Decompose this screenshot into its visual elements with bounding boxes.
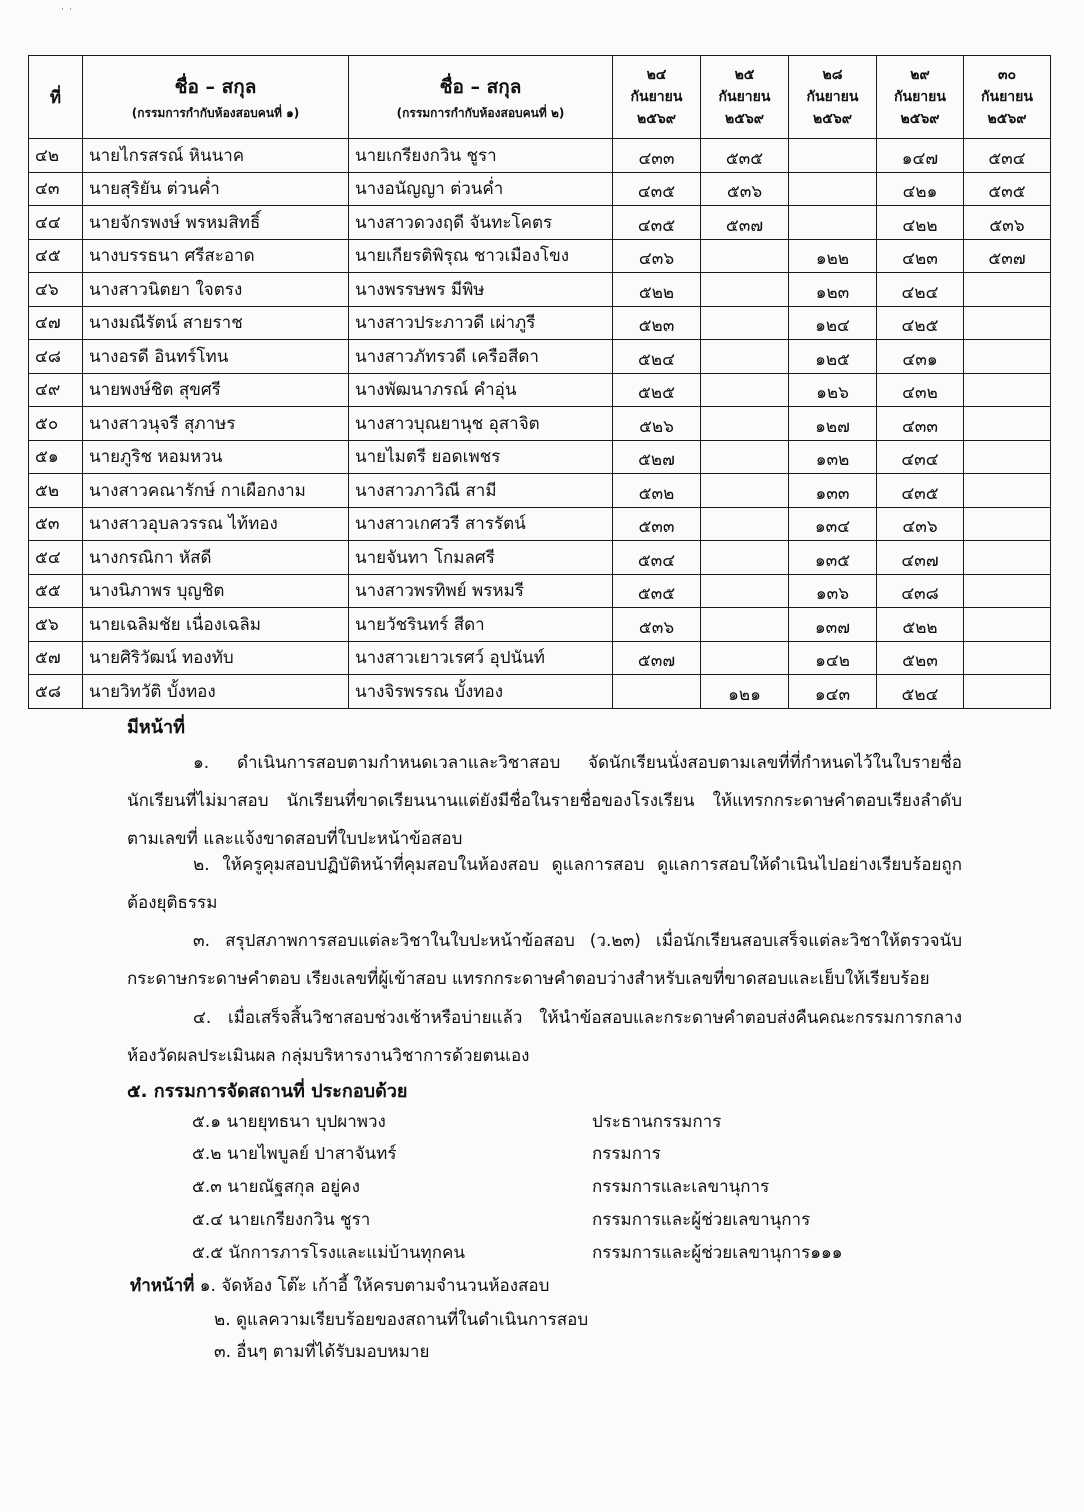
room-cell [964, 541, 1051, 575]
table-body [29, 139, 1051, 709]
proctor-1-name: นายเฉลิมชัย เนื่องเฉลิม [83, 608, 349, 642]
proctor-1-name: นางสาวนิตยา ใจตรง [83, 273, 349, 307]
table-row [29, 440, 1051, 474]
table-header-row [29, 56, 1051, 139]
member-name: ๕.๓ นายณัฐสกุล อยู่คง [192, 1177, 360, 1197]
proctor-1-name: นางบรรธนา ศรีสะอาด [83, 239, 349, 273]
room-cell [701, 407, 789, 441]
room-cell: ๑๓๕ [789, 541, 877, 575]
header-proctor-1-title: ชื่อ – สกุล [174, 75, 257, 98]
table-row [29, 541, 1051, 575]
header-proctor-2-title: ชื่อ – สกุล [439, 75, 522, 98]
member-role: ประธานกรรมการ [592, 1112, 722, 1132]
room-cell: ๕๒๒ [613, 273, 701, 307]
table-row [29, 139, 1051, 173]
table-row [29, 608, 1051, 642]
room-cell: ๑๓๔ [789, 507, 877, 541]
room-cell: ๕๓๔ [964, 139, 1051, 173]
room-cell: ๔๓๕ [613, 172, 701, 206]
header-date-2 [701, 56, 789, 139]
header-date-day: ๒๕ [734, 67, 755, 83]
room-cell [964, 306, 1051, 340]
room-cell: ๕๒๓ [613, 306, 701, 340]
header-date-day: ๒๔ [646, 67, 667, 83]
header-date-month: กันยายน [806, 89, 859, 105]
proctor-2-name: นางจิรพรรณ บั้งทอง [349, 675, 613, 709]
room-cell: ๕๓๖ [701, 172, 789, 206]
room-cell [701, 373, 789, 407]
room-cell: ๑๒๒ [789, 239, 877, 273]
room-cell: ๑๒๓ [789, 273, 877, 307]
header-date-day: ๓๐ [997, 67, 1017, 83]
room-cell: ๕๓๕ [701, 139, 789, 173]
row-number: ๔๘ [29, 340, 83, 374]
room-cell: ๕๒๒ [877, 608, 964, 642]
room-cell: ๕๒๕ [613, 373, 701, 407]
room-cell: ๔๓๒ [877, 373, 964, 407]
task-text: ๓. อื่นๆ ตามที่ได้รับมอบหมาย [214, 1342, 430, 1362]
room-cell [964, 641, 1051, 675]
proctor-2-name: นายเกรียงกวิน ชูรา [349, 139, 613, 173]
proctor-2-name: นางสาวดวงฤดี จันทะโคตร [349, 206, 613, 240]
room-cell: ๑๒๑ [701, 675, 789, 709]
duty-item-4 [127, 999, 962, 1075]
room-cell [701, 239, 789, 273]
proctor-1-name: นางนิภาพร บุญชิต [83, 574, 349, 608]
room-cell: ๔๓๖ [613, 239, 701, 273]
proctor-2-name: นายจันทา โกมลศรี [349, 541, 613, 575]
room-cell: ๑๒๔ [789, 306, 877, 340]
proctor-1-name: นางสาวอุบลวรรณ ไท้ทอง [83, 507, 349, 541]
header-proctor-2 [349, 56, 613, 139]
room-cell: ๑๓๒ [789, 440, 877, 474]
room-cell: ๔๓๘ [877, 574, 964, 608]
room-cell: ๑๒๗ [789, 407, 877, 441]
proctor-1-name: นายจักรพงษ์ พรหมสิทธิ์ [83, 206, 349, 240]
duty-item-3 [127, 922, 962, 998]
proctor-1-name: นางกรณิกา หัสดี [83, 541, 349, 575]
row-number: ๔๙ [29, 373, 83, 407]
room-cell: ๕๓๗ [613, 641, 701, 675]
table-row [29, 273, 1051, 307]
room-cell: ๕๓๕ [964, 172, 1051, 206]
room-cell: ๔๓๓ [877, 407, 964, 441]
proctor-1-name: นายภูริช หอมหวน [83, 440, 349, 474]
task-line-1 [130, 1272, 549, 1299]
header-date-month: กันยายน [894, 89, 946, 105]
duty-text: ๒. ให้ครูคุมสอบปฏิบัติหน้าที่คุมสอบในห้องสอบ ดูแลการสอบ ดูแลการสอบให้ดำเนินไปอย่างเรียบร้อยถูกต้องยุติธรรม [127, 855, 962, 913]
header-proctor-2-sub: (กรรมการกำกับห้องสอบคนที่ ๒) [396, 105, 565, 120]
room-cell [613, 675, 701, 709]
tasks-label: ทำหน้าที่ [130, 1276, 195, 1296]
proctor-1-name: นางสาวคณารักษ์ กาเผือกงาม [83, 474, 349, 508]
proctor-2-name: นางสาวเยาวเรศว์ อุปนันท์ [349, 641, 613, 675]
member-role: กรรมการและผู้ช่วยเลขานุการ๑๑๑ [592, 1243, 843, 1263]
row-number: ๕๔ [29, 541, 83, 575]
proctor-2-name: นางสาวประภาวดี เผ่าภูรี [349, 306, 613, 340]
room-cell [701, 641, 789, 675]
room-cell: ๕๓๗ [964, 239, 1051, 273]
table-row [29, 641, 1051, 675]
room-cell: ๔๒๓ [877, 239, 964, 273]
duty-text: ๔. เมื่อเสร็จสิ้นวิชาสอบช่วงเช้าหรือบ่ายแล้ว ให้นำข้อสอบและกระดาษคำตอบส่งคืนคณะกรรมการกลาง ห้องวัดผลประเมินผล กลุ่มบริหารงานวิชาการด้วยตนเอง [127, 1008, 962, 1066]
proctor-2-name: นายเกียรติพิรุณ ชาวเมืองโขง [349, 239, 613, 273]
room-cell [701, 541, 789, 575]
row-number: ๔๖ [29, 273, 83, 307]
room-cell: ๕๒๖ [613, 407, 701, 441]
header-proctor-1-sub: (กรรมการกำกับห้องสอบคนที่ ๑) [131, 105, 300, 120]
room-cell [701, 574, 789, 608]
row-number: ๔๒ [29, 139, 83, 173]
header-date-year: ๒๕๖๙ [725, 111, 764, 127]
room-cell: ๔๓๗ [877, 541, 964, 575]
proctor-1-name: นายไกรสรณ์ หินนาค [83, 139, 349, 173]
room-cell [964, 474, 1051, 508]
room-cell [701, 507, 789, 541]
room-cell: ๕๒๗ [613, 440, 701, 474]
room-cell: ๕๓๖ [613, 608, 701, 642]
proctor-1-name: นายพงษ์ชิต สุขศรี [83, 373, 349, 407]
table-row [29, 206, 1051, 240]
room-cell [964, 507, 1051, 541]
room-cell: ๕๓๗ [701, 206, 789, 240]
row-number: ๕๖ [29, 608, 83, 642]
table-row [29, 306, 1051, 340]
row-number: ๕๘ [29, 675, 83, 709]
proctor-1-name: นางอรดี อินทร์โทน [83, 340, 349, 374]
room-cell: ๔๓๕ [613, 206, 701, 240]
room-cell [789, 139, 877, 173]
header-proctor-1 [83, 56, 349, 139]
room-cell: ๔๒๒ [877, 206, 964, 240]
room-cell: ๑๔๓ [789, 675, 877, 709]
member-name: ๕.๔ นายเกรียงกวิน ชูรา [192, 1210, 371, 1230]
room-cell [964, 373, 1051, 407]
header-date-1 [613, 56, 701, 139]
room-cell [964, 675, 1051, 709]
proctor-2-name: นายไมตรี ยอดเพชร [349, 440, 613, 474]
duty-text: ๑. ดำเนินการสอบตามกำหนดเวลาและวิชาสอบ จัดนักเรียนนั่งสอบตามเลขที่ที่กำหนดไว้ในใบรายชื่อ นักเรียนที่ไม่มาสอบ นักเรียนที่ขาดเรียนนานแต่ยังมีชื่อในรายชื่อของโรงเรียน ให้แทรกกระดาษคำตอบเรียงลำดับตามเลขที่ และแจ้งขาดสอบที่ใบปะหน้าข้อสอบ [127, 753, 962, 849]
room-cell: ๕๓๒ [613, 474, 701, 508]
proctor-2-name: นางพัฒนาภรณ์ คำอุ่น [349, 373, 613, 407]
room-cell [789, 206, 877, 240]
room-cell: ๕๓๔ [613, 541, 701, 575]
task-line-2 [214, 1306, 588, 1333]
room-cell [964, 608, 1051, 642]
header-date-month: กันยายน [981, 89, 1033, 105]
room-cell: ๕๓๓ [613, 507, 701, 541]
room-cell: ๔๒๔ [877, 273, 964, 307]
header-date-5 [964, 56, 1051, 139]
proctor-2-name: นางสาวภาวิณี สามี [349, 474, 613, 508]
header-date-year: ๒๕๖๙ [637, 111, 676, 127]
header-date-day: ๒๘ [822, 67, 843, 83]
room-cell [701, 306, 789, 340]
task-text: ๑. จัดห้อง โต๊ะ เก้าอี้ ให้ครบตามจำนวนห้องสอบ [199, 1276, 550, 1296]
section-5-title: ๕. กรรมการจัดสถานที่ ประกอบด้วย [127, 1081, 408, 1102]
member-name: ๕.๑ นายยุทธนา บุปผาพวง [192, 1112, 386, 1132]
table-row [29, 373, 1051, 407]
room-cell: ๔๒๑ [877, 172, 964, 206]
proctor-2-name: นางพรรษพร มีพิษ [349, 273, 613, 307]
row-number: ๕๕ [29, 574, 83, 608]
row-number: ๔๗ [29, 306, 83, 340]
room-cell: ๕๒๓ [877, 641, 964, 675]
header-date-3 [789, 56, 877, 139]
table-row [29, 407, 1051, 441]
header-date-4 [877, 56, 964, 139]
header-date-month: กันยายน [718, 89, 771, 105]
header-date-month: กันยายน [630, 89, 683, 105]
room-cell [701, 608, 789, 642]
table-row [29, 340, 1051, 374]
room-cell: ๑๔๒ [789, 641, 877, 675]
header-date-year: ๒๕๖๙ [813, 111, 852, 127]
room-cell: ๕๒๔ [877, 675, 964, 709]
row-number: ๕๑ [29, 440, 83, 474]
duty-item-1 [127, 744, 962, 858]
room-cell: ๔๓๖ [877, 507, 964, 541]
member-name: ๕.๕ นักการภารโรงและแม่บ้านทุกคน [192, 1243, 465, 1263]
proctor-table [28, 55, 1051, 709]
room-cell [701, 474, 789, 508]
room-cell: ๔๓๓ [613, 139, 701, 173]
member-role: กรรมการและเลขานุการ [592, 1177, 770, 1197]
table-row [29, 172, 1051, 206]
room-cell [701, 340, 789, 374]
room-cell [964, 574, 1051, 608]
proctor-2-name: นางอนัญญา ต่วนค่ำ [349, 172, 613, 206]
room-cell [964, 273, 1051, 307]
duty-text: ๓. สรุปสภาพการสอบแต่ละวิชาในใบปะหน้าข้อสอบ (ว.๒๓) เมื่อนักเรียนสอบเสร็จแต่ละวิชาให้ตรวจนับกระดาษกระดาษคำตอบ เรียงเลขที่ผู้เข้าสอบ แทรกกระดาษคำตอบว่างสำหรับเลขที่ขาดสอบและเย็บให้เรียบร้อย [127, 931, 962, 989]
row-number: ๕๐ [29, 407, 83, 441]
proctor-1-name: นายสุริยัน ต่วนค่ำ [83, 172, 349, 206]
room-cell: ๕๒๔ [613, 340, 701, 374]
scan-specks: ˙ ˙ [60, 8, 74, 19]
room-cell: ๑๓๖ [789, 574, 877, 608]
proctor-2-name: นางสาวภัทรวดี เครือสีดา [349, 340, 613, 374]
room-cell: ๔๓๔ [877, 440, 964, 474]
proctor-1-name: นางสาวนุจรี สุภาษร [83, 407, 349, 441]
room-cell [964, 440, 1051, 474]
room-cell: ๑๓๗ [789, 608, 877, 642]
proctor-1-name: นายศิริวัฒน์ ทองทับ [83, 641, 349, 675]
header-date-day: ๒๙ [910, 67, 930, 83]
proctor-1-name: นางมณีรัตน์ สายราช [83, 306, 349, 340]
member-name: ๕.๒ นายไพบูลย์ ปาสาจันทร์ [192, 1144, 397, 1164]
member-role: กรรมการและผู้ช่วยเลขานุการ [592, 1210, 811, 1230]
row-number: ๕๗ [29, 641, 83, 675]
table-row [29, 675, 1051, 709]
room-cell [964, 407, 1051, 441]
header-date-year: ๒๕๖๙ [900, 111, 940, 127]
table-row [29, 239, 1051, 273]
room-cell [701, 440, 789, 474]
duties-title: มีหน้าที่ [127, 717, 186, 738]
room-cell: ๕๓๖ [964, 206, 1051, 240]
proctor-2-name: นางสาวเกศวรี สารรัตน์ [349, 507, 613, 541]
row-number: ๔๓ [29, 172, 83, 206]
task-line-3 [214, 1338, 429, 1365]
row-number: ๔๔ [29, 206, 83, 240]
room-cell: ๑๓๓ [789, 474, 877, 508]
room-cell: ๑๔๗ [877, 139, 964, 173]
duty-item-2 [127, 846, 962, 922]
table-row [29, 474, 1051, 508]
task-text: ๒. ดูแลความเรียบร้อยของสถานที่ในดำเนินการสอบ [214, 1310, 589, 1330]
proctor-2-name: นายวัชรินทร์ สีดา [349, 608, 613, 642]
room-cell: ๔๒๕ [877, 306, 964, 340]
room-cell: ๔๓๕ [877, 474, 964, 508]
proctor-2-name: นางสาวบุณยานุช อุสาจิต [349, 407, 613, 441]
room-cell: ๕๓๕ [613, 574, 701, 608]
row-number: ๕๓ [29, 507, 83, 541]
table-row [29, 574, 1051, 608]
header-no: ที่ [29, 56, 83, 139]
table-row [29, 507, 1051, 541]
room-cell: ๔๓๑ [877, 340, 964, 374]
header-date-year: ๒๕๖๙ [987, 111, 1027, 127]
proctor-1-name: นายวิทวัติ บั้งทอง [83, 675, 349, 709]
member-role: กรรมการ [592, 1144, 661, 1164]
room-cell: ๑๒๕ [789, 340, 877, 374]
room-cell [789, 172, 877, 206]
proctor-2-name: นางสาวพรทิพย์ พรหมรี [349, 574, 613, 608]
room-cell [701, 273, 789, 307]
room-cell [964, 340, 1051, 374]
room-cell: ๑๒๖ [789, 373, 877, 407]
row-number: ๔๕ [29, 239, 83, 273]
row-number: ๕๒ [29, 474, 83, 508]
